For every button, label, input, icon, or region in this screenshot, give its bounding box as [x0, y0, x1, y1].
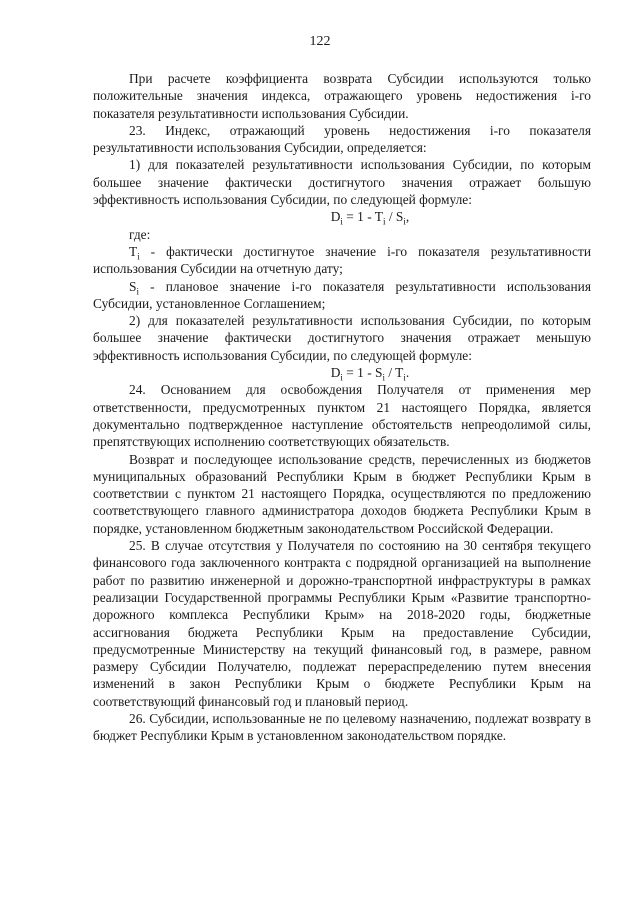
paragraph-positive-index: При расчете коэффициента возврата Субсидии используются только положительные значения индекса, отражающего уровень недостижения i-го показателя результативности использования Субсидии. [93, 71, 591, 121]
paragraph-25-reallocation: 25. В случае отсутствия у Получателя по состоянию на 30 сентября текущего финансового года заключенного контракта с подрядной организацией на выполнение работ по развитию инженерной и дорожно-транспортной инфраструктуры в рамках реализации Государственной программы Республики Крым «Развитие транспортно-дорожного комплекса Республики Крым» на 2018-2020 годы, бюджетные ассигнования бюджета Республики Крым на предоставление Субсидии, предусмотренные Министерству на текущий финансовый год, в размере, равном размеру Субсидии Получателю, подлежат перераспределению путем внесения изменений в закон Республики Крым о бюджете Республики Крым на соответствующий финансовый год и плановый период. [93, 538, 591, 709]
definition-s-planned-value: $S_i$ - плановое значение i-го показателя результативности использования Субсидии, установленное Соглашением; [93, 278, 591, 311]
page-number: 122 [309, 34, 331, 49]
paragraph-23-2-lower-efficiency: 2) для показателей результативности использования Субсидии, по которым большее значение фактически достигнутого значения отражает меньшую эффективность использования Субсидии, по следующей формуле: [93, 313, 591, 363]
document-body [93, 70, 591, 745]
paragraph-refund-procedure: Возврат и последующее использование средств, перечисленных из бюджетов муниципальных образований Республики Крым в бюджет Республики Крым в соответствии с пунктом 21 настоящего Порядка, осуществляются по предложению соответствующего главного администратора доходов бюджета Республики Крым в порядке, установленном бюджетным законодательством Российской Федерации. [93, 451, 591, 536]
paragraph-23-index-definition: 23. Индекс, отражающий уровень недостижения i-го показателя результативности использования Субсидии, определяется: [93, 122, 591, 156]
formula-lower-efficiency: $D_i = 1 - S_i / T_i$. [330, 365, 410, 383]
paragraph-26-misuse-return: 26. Субсидии, использованные не по целевому назначению, подлежат возврату в бюджет Республики Крым в установленном законодательством порядке. [93, 710, 591, 744]
paragraph-where: где: [129, 226, 151, 242]
paragraph-24-force-majeure: 24. Основанием для освобождения Получателя от применения мер ответственности, предусмотренных пунктом 21 настоящего Порядка, является документально подтвержденное наступление обстоятельств непреодолимой силы, препятствующих исполнению соответствующих обязательств. [93, 382, 591, 450]
formula-greater-efficiency: $D_i = 1 - T_i / S_i$, [330, 209, 410, 228]
definition-t-actual-value: $T_i$ - фактически достигнутое значение i-го показателя результативности использования Субсидии на отчетную дату; [93, 243, 591, 277]
paragraph-23-1-greater-efficiency: 1) для показателей результативности использования Субсидии, по которым большее значение фактически достигнутого значения отражает большую эффективность использования Субсидии, по следующей формуле: [93, 157, 591, 208]
